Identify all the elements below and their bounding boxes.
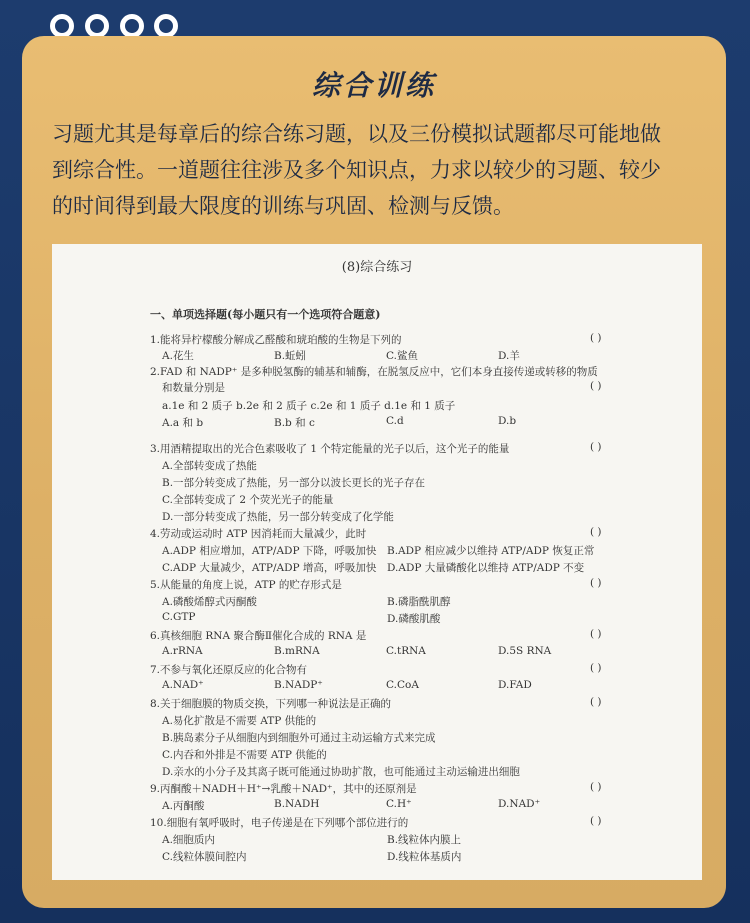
option: D.5S RNA <box>498 645 552 657</box>
answer-paren: ( ) <box>590 781 602 793</box>
option: D.ADP 大量磷酸化以维持 ATP/ADP 不变 <box>387 562 585 574</box>
option: C.内吞和外排是不需要 ATP 供能的 <box>162 749 327 761</box>
question-stem: 5.从能量的角度上说，ATP 的贮存形式是 <box>150 579 342 591</box>
option: A.NAD⁺ <box>162 679 204 691</box>
question-stem: 8.关于细胞膜的物质交换，下列哪一种说法是正确的 <box>150 698 392 710</box>
answer-paren: ( ) <box>590 696 602 708</box>
card-title: 综合训练 <box>311 69 436 102</box>
option: C.H⁺ <box>386 798 412 810</box>
ring-icon <box>154 14 178 38</box>
question-stem: 10.细胞有氧呼吸时，电子传递是在下列哪个部位进行的 <box>150 817 409 829</box>
option: D.NAD⁺ <box>498 798 541 810</box>
question-stem: 4.劳动或运动时 ATP 因消耗而大量减少，此时 <box>150 528 367 540</box>
option: D.FAD <box>498 679 532 691</box>
option: A.全部转变成了热能 <box>162 460 257 472</box>
option: A.磷酸烯醇式丙酮酸 <box>162 596 257 608</box>
option: D.线粒体基质内 <box>387 851 462 863</box>
ring-icon <box>85 14 109 38</box>
ring-icon <box>120 14 144 38</box>
option: C.tRNA <box>386 645 426 657</box>
option: C.GTP <box>162 611 196 623</box>
question-stem: 和数量分别是 <box>162 382 225 394</box>
feature-card <box>22 36 726 908</box>
option: C.CoA <box>386 679 419 691</box>
option: C.ADP 大量减少，ATP/ADP 增高，呼吸加快 <box>162 562 377 574</box>
option: A.花生 <box>162 350 194 362</box>
intro-line: 的时间得到最大限度的训练与巩固、检测与反馈。 <box>52 194 514 218</box>
option: A.易化扩散是不需要 ATP 供能的 <box>162 715 317 727</box>
exercise-sheet <box>52 244 702 880</box>
option: B.一部分转变成了热能，另一部分以波长更长的光子存在 <box>162 477 426 489</box>
option: C.鲨鱼 <box>386 350 418 362</box>
ring-icon <box>50 14 74 38</box>
option: B.磷脂酰肌醇 <box>387 596 451 608</box>
answer-paren: ( ) <box>590 577 602 589</box>
question-stem: 6.真核细胞 RNA 聚合酶Ⅱ催化合成的 RNA 是 <box>150 630 367 642</box>
answer-paren: ( ) <box>590 662 602 674</box>
option: D.b <box>498 415 517 427</box>
answer-paren: ( ) <box>590 815 602 827</box>
option: C.线粒体膜间腔内 <box>162 851 247 863</box>
sheet-title: (8)综合练习 <box>341 260 413 275</box>
question-stem: 1.能将异柠檬酸分解成乙醛酸和琥珀酸的生物是下列的 <box>150 334 402 346</box>
intro-line: 到综合性。一道题往往涉及多个知识点，力求以较少的习题、较少 <box>52 158 661 182</box>
option: C.d <box>386 415 404 427</box>
option: B.ADP 相应减少以维持 ATP/ADP 恢复正常 <box>387 545 595 557</box>
option: B.NADH <box>274 798 320 810</box>
option: A.丙酮酸 <box>162 800 205 812</box>
option: B.NADP⁺ <box>274 679 323 691</box>
option: A.a 和 b <box>162 417 204 429</box>
question-stem: 3.用酒精提取出的光合色素吸收了 1 个特定能量的光子以后，这个光子的能量 <box>150 443 510 455</box>
question-stem: 2.FAD 和 NADP⁺ 是多种脱氢酶的辅基和辅酶，在脱氢反应中，它们本身直接传递或转移的物质 <box>150 366 598 378</box>
option: A.细胞质内 <box>162 834 215 846</box>
sub-items: a.1e 和 2 质子 b.2e 和 2 质子 c.2e 和 1 质子 d.1e 和 1 质子 <box>162 400 456 412</box>
option: D.亲水的小分子及其离子既可能通过协助扩散，也可能通过主动运输进出细胞 <box>162 766 520 778</box>
option: D.磷酸肌酸 <box>387 613 441 625</box>
card-intro <box>52 116 702 224</box>
option: B.线粒体内膜上 <box>387 834 462 846</box>
option: A.rRNA <box>162 645 203 657</box>
answer-paren: ( ) <box>590 628 602 640</box>
answer-paren: ( ) <box>590 380 602 392</box>
option: A.ADP 相应增加，ATP/ADP 下降，呼吸加快 <box>162 545 377 557</box>
question-stem: 9.丙酮酸＋NADH＋H⁺→乳酸＋NAD⁺，其中的还原剂是 <box>150 783 417 795</box>
option: D.一部分转变成了热能，另一部分转变成了化学能 <box>162 511 394 523</box>
option: B.b 和 c <box>274 417 315 429</box>
option: D.羊 <box>498 350 520 362</box>
answer-paren: ( ) <box>590 526 602 538</box>
question-stem: 7.不参与氧化还原反应的化合物有 <box>150 664 308 676</box>
option: B.胰岛素分子从细胞内到细胞外可通过主动运输方式来完成 <box>162 732 436 744</box>
answer-paren: ( ) <box>590 332 602 344</box>
answer-paren: ( ) <box>590 441 602 453</box>
option: B.蚯蚓 <box>274 350 307 362</box>
option: C.全部转变成了 2 个荧光光子的能量 <box>162 494 334 506</box>
intro-line: 习题尤其是每章后的综合练习题，以及三份模拟试题都尽可能地做 <box>52 122 661 146</box>
section-heading: 一、单项选择题(每小题只有一个选项符合题意) <box>150 308 381 321</box>
option: B.mRNA <box>274 645 320 657</box>
